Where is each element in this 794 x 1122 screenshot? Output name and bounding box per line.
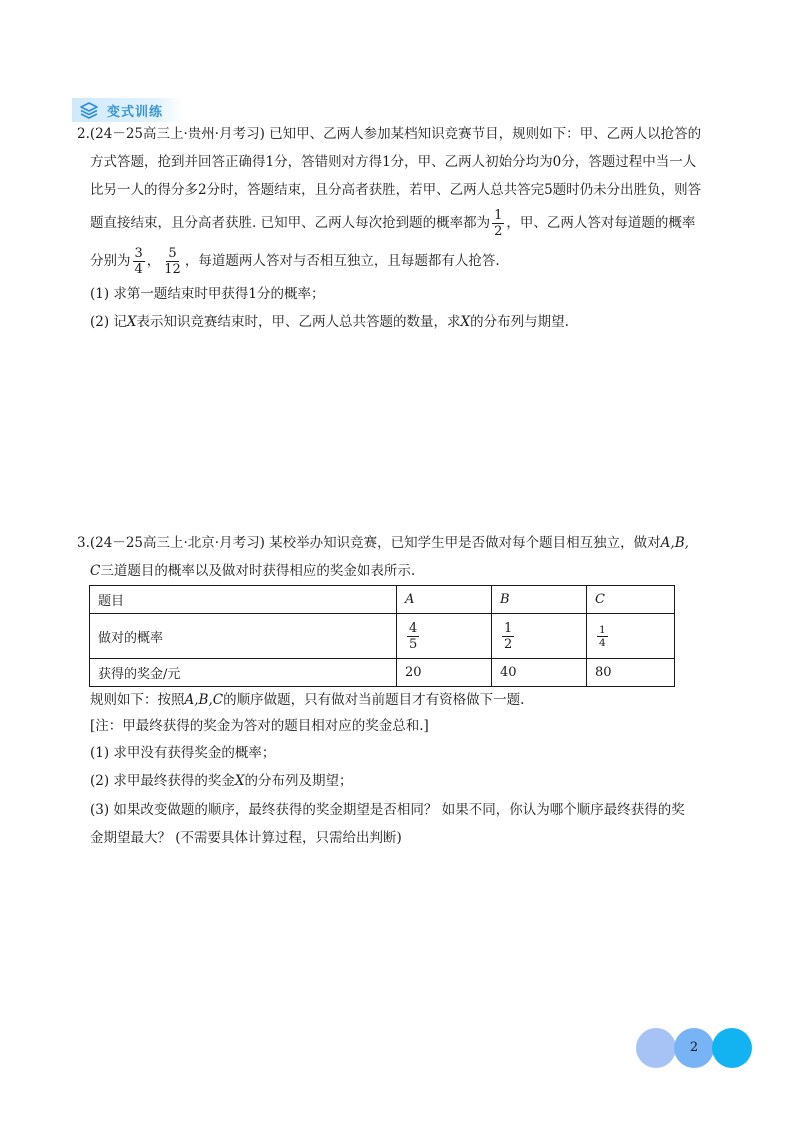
page-number: 2 <box>689 1040 699 1055</box>
fraction-denominator: 4 <box>134 262 143 277</box>
math-variable: X <box>460 314 471 330</box>
q3-sub-2-text: (2) 求甲最终获得的奖金 <box>90 773 235 789</box>
fraction-denominator: 12 <box>164 262 181 277</box>
fraction <box>597 624 608 649</box>
table-row-label: 做对的概率 <box>90 614 397 659</box>
table-cell: 20 <box>397 659 492 687</box>
q3-sub-3-line-1: (3) 如果改变做题的顺序，最终获得的奖金期望是否相同？ 如果不同，你认为哪个顺序最终获得的奖 <box>90 802 685 818</box>
fraction-numerator: 1 <box>494 208 503 223</box>
table-header-cell: B <box>492 586 587 614</box>
table-cell <box>397 614 492 659</box>
q2-line-5-text: 分别为 <box>90 253 131 269</box>
q3-sub-1: (1) 求甲没有获得奖金的概率； <box>90 745 276 761</box>
table-cell <box>492 614 587 659</box>
fraction-denominator: 2 <box>504 636 513 652</box>
fraction-numerator: 1 <box>504 620 513 636</box>
q2-line-2: 方式答题，抢到并回答正确得1分，答错则对方得1分，甲、乙两人初始分均为0分，答题过程中当一人 <box>90 154 697 170</box>
fraction-numerator: 3 <box>134 246 143 261</box>
q3-rule-text: 规则如下：按照 <box>90 692 185 708</box>
section-title: 变式训练 <box>107 104 164 120</box>
table-header-row <box>90 586 675 614</box>
math-variable: X <box>234 773 245 789</box>
fraction <box>407 621 419 652</box>
q3-note: [注：甲最终获得的奖金为答对的题目相对应的奖金总和.] <box>90 718 429 734</box>
q3-line-2 <box>90 561 730 581</box>
table-header-cell: C <box>587 586 675 614</box>
decor-circle <box>712 1028 752 1068</box>
q3-rule <box>90 690 730 710</box>
q2-line-4-text: 题直接结束，且分高者获胜. 已知甲、乙两人每次抢到题的概率都为 <box>90 215 491 231</box>
q2-sub-2-text-mid: 表示知识竞赛结束时，甲、乙两人总共答题的数量，求 <box>136 314 461 330</box>
probability-prize-table <box>89 585 675 687</box>
table-row <box>90 614 675 659</box>
table-header-cell: A <box>397 586 492 614</box>
section-tag <box>72 98 184 122</box>
table-header-cell: 题目 <box>90 586 397 614</box>
q3-line-2-text: 三道题目的概率以及做对时获得相应的奖金如表所示. <box>100 563 416 579</box>
q3-sub-2 <box>90 771 730 791</box>
table-cell <box>587 614 675 659</box>
table-row <box>90 659 675 687</box>
table-row-label: 获得的奖金/元 <box>90 659 397 687</box>
fraction <box>502 621 514 652</box>
q2-line-3: 比另一人的得分多2分时，答题结束，且分高者获胜，若甲、乙两人总共答完5题时仍未分出胜负，则答 <box>90 182 702 198</box>
fraction-denominator: 2 <box>494 224 503 239</box>
fraction <box>492 208 504 239</box>
q2-sub-2-text: (2) 记 <box>90 314 127 330</box>
fraction-denominator: 4 <box>599 636 606 649</box>
q3-line-1-text: 3.(24－25高三上·北京·月考习) 某校举办知识竞赛，已知学生甲是否做对每个题目相互独立，做对 <box>77 535 661 551</box>
table-cell: 80 <box>587 659 675 687</box>
page-number-badge <box>636 1028 752 1068</box>
q2-line-5-text-end: ，每道题两人答对与否相互独立，且每题都有人抢答. <box>184 253 500 269</box>
math-variable: C <box>90 563 101 579</box>
fraction <box>162 246 183 277</box>
q3-sub-2-text-end: 的分布列及期望； <box>244 773 353 789</box>
fraction-numerator: 5 <box>168 246 177 261</box>
q2-line-1: 2.(24－25高三上·贵州·月考习) 已知甲、乙两人参加某档知识竞赛节目，规则如下：甲、乙两人以抢答的 <box>77 126 702 142</box>
fraction-denominator: 5 <box>409 636 418 652</box>
q2-line-4-text-end: ，甲、乙两人答对每道题的概率 <box>506 215 696 231</box>
fraction-numerator: 1 <box>599 623 606 636</box>
q2-sub-1: (1) 求第一题结束时甲获得1分的概率； <box>90 286 325 302</box>
decor-circle <box>636 1028 676 1068</box>
fraction <box>133 246 145 277</box>
q3-rule-text-end: 的顺序做题，只有做对当前题目才有资格做下一题. <box>223 692 525 708</box>
q2-sub-2 <box>90 312 730 332</box>
q2-line-5 <box>90 246 730 277</box>
fraction-numerator: 4 <box>409 620 418 636</box>
stack-layers-icon <box>79 101 99 119</box>
separator: ， <box>146 253 161 269</box>
q3-line-1 <box>77 533 717 553</box>
q2-sub-2-text-end: 的分布列与期望. <box>470 314 569 330</box>
math-variable: X <box>126 314 137 330</box>
table-cell: 40 <box>492 659 587 687</box>
q3-sub-3-line-2: 金期望最大？ (不需要具体计算过程，只需给出判断) <box>90 830 402 846</box>
math-variable: A,B, <box>660 535 689 551</box>
math-variable: A,B,C <box>184 692 224 708</box>
q2-line-4 <box>90 208 730 239</box>
